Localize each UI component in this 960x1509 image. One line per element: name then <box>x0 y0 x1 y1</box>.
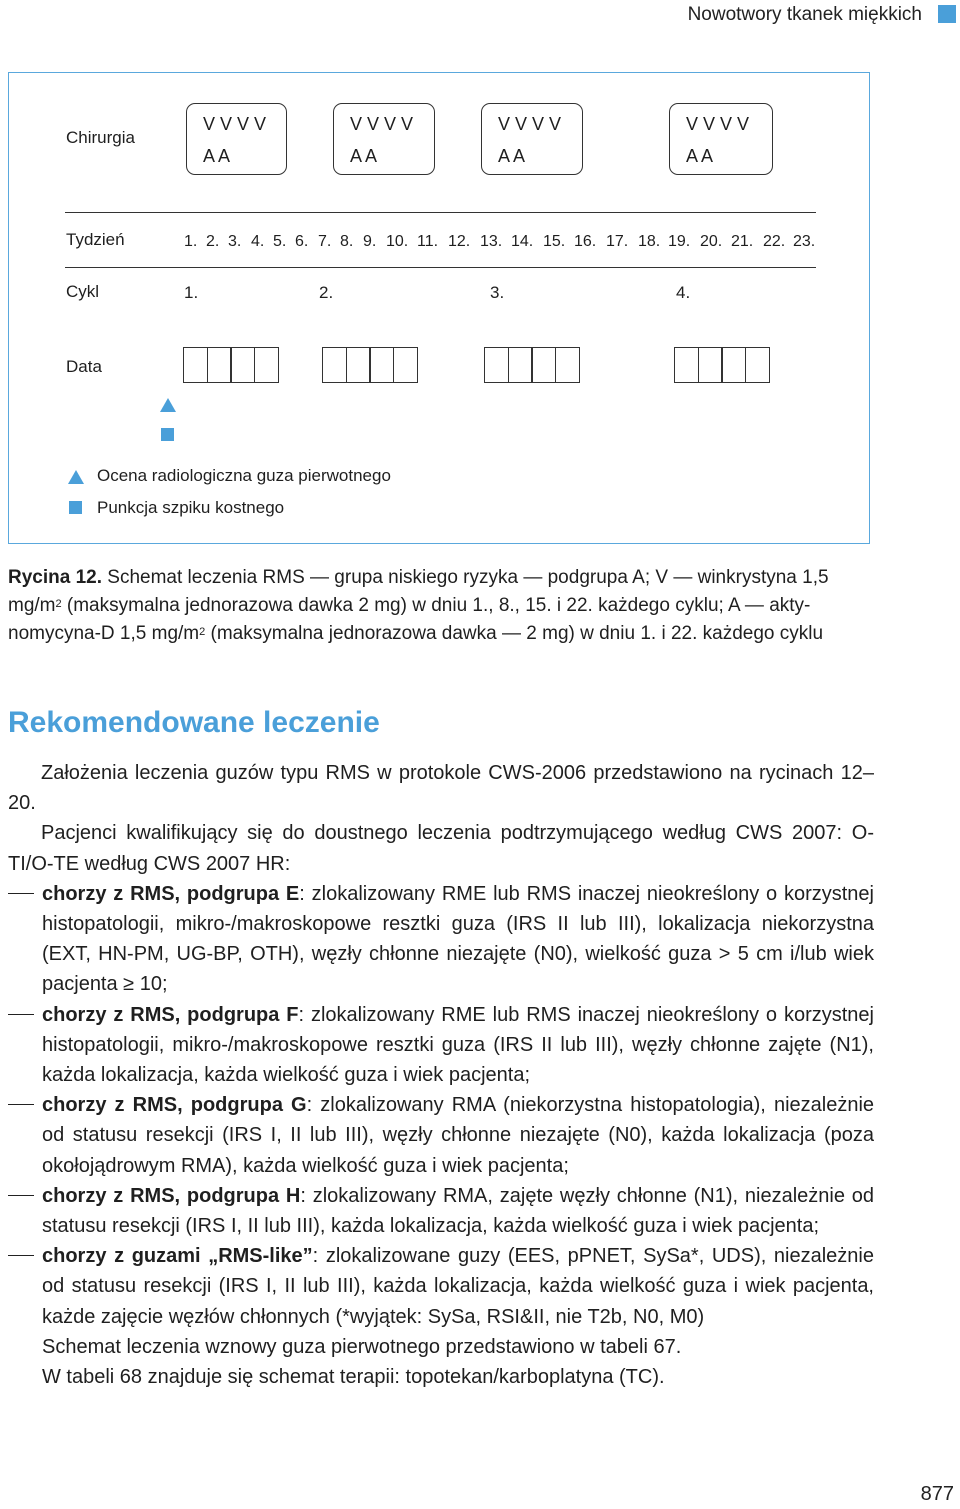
list-item <box>8 1241 874 1332</box>
date-cell <box>555 347 580 383</box>
date-cell <box>484 347 509 383</box>
week-number: 5. <box>273 233 287 250</box>
rule-bottom <box>65 267 816 268</box>
date-cell <box>531 347 556 383</box>
week-number: 15. <box>543 233 566 250</box>
week-number: 10. <box>386 233 409 250</box>
week-number: 16. <box>574 233 597 250</box>
date-boxes-cycle-3 <box>484 347 580 383</box>
running-header: Nowotwory tkanek miękkich <box>687 4 922 25</box>
dash-bullet <box>8 1195 34 1196</box>
week-row <box>9 233 869 255</box>
week-number: 17. <box>606 233 629 250</box>
vincristine-marks: V V V V <box>350 114 414 134</box>
cycle-box-1 <box>186 103 287 175</box>
date-cell <box>322 347 347 383</box>
date-boxes-cycle-2 <box>322 347 418 383</box>
list-item-text: : zlokalizowany RMA, zajęte węzły chłonne (N1), niezależnie od statusu resekcji (IRS I, II lub III), każda lokalizacja, każda wielkość guza i wiek pacjenta; <box>42 1184 875 1238</box>
date-cell <box>183 347 208 383</box>
list-item-title: chorzy z RMS, podgrupa E <box>42 882 300 905</box>
cycle-box-2 <box>333 103 435 175</box>
date-cell <box>698 347 723 383</box>
cycle-box-3 <box>481 103 583 175</box>
week-number: 7. <box>318 233 332 250</box>
list-item <box>8 879 874 1000</box>
list-item-text: : zlokalizowany RMA (niekorzystna histopatologia), niezależnie od statusu resekcji (IRS I, II lub III), węzły chłonne niezajęte (N0), każda lokalizacja (poza okołojądrowym RMA), każda wielkość guza i wiek pacjenta; <box>42 1094 875 1177</box>
legend-radiology: Ocena radiologiczna guza pierwotnego <box>97 466 391 485</box>
actinomycin-marks: A A <box>498 146 526 166</box>
page-number: 877 <box>920 1483 954 1505</box>
caption-superscript: 2 <box>199 626 206 638</box>
cycle-number: 3. <box>490 283 505 302</box>
list-item <box>8 1000 874 1091</box>
cycle-number: 2. <box>319 283 334 302</box>
week-number: 6. <box>295 233 309 250</box>
week-number: 8. <box>340 233 354 250</box>
caption-superscript: 2 <box>55 598 62 610</box>
caption-text: (maksymalna jednorazowa dawka — 2 mg) w dniu 1. i 22. każdego cyklu <box>205 623 824 644</box>
date-cell <box>393 347 418 383</box>
list-item-title: chorzy z guzami „RMS-like” <box>42 1245 313 1268</box>
list-item <box>8 1090 874 1181</box>
date-cell <box>674 347 699 383</box>
week-number: 12. <box>448 233 471 250</box>
date-cell <box>745 347 770 383</box>
dash-bullet <box>8 893 34 894</box>
square-marker-icon <box>161 428 174 441</box>
cycle-number: 1. <box>184 283 199 302</box>
date-cell <box>254 347 279 383</box>
date-cell <box>207 347 232 383</box>
paragraph: W tabeli 68 znajduje się schemat terapii: topotekan/karboplatyna (TC). <box>42 1366 665 1389</box>
list-item-title: chorzy z RMS, podgrupa H <box>42 1184 301 1207</box>
label-date: Data <box>66 357 102 376</box>
week-number: 3. <box>228 233 242 250</box>
cycle-box-4 <box>669 103 773 175</box>
list-item <box>8 1181 874 1241</box>
date-cell <box>721 347 746 383</box>
vincristine-marks: V V V V <box>498 114 562 134</box>
week-number: 9. <box>363 233 377 250</box>
cycle-number: 4. <box>676 283 691 302</box>
week-number: 2. <box>206 233 220 250</box>
week-number: 23. <box>793 233 816 250</box>
paragraph: Pacjenci kwalifikujący się do doustnego leczenia podtrzymującego według CWS 2007: O-TI/O-TE według CWS 2007 HR: <box>8 822 874 875</box>
triangle-marker-icon <box>160 398 176 412</box>
week-number: 19. <box>668 233 691 250</box>
week-number: 4. <box>251 233 265 250</box>
actinomycin-marks: A A <box>350 146 378 166</box>
label-week: Tydzień <box>66 230 125 249</box>
list-item-text: : zlokalizowany RME lub RMS inaczej nieokreślony o korzystnej histopatologii, mikro-/makroskopowe resztki guza (IRS II lub III), lokalizacja niekorzystna (EXT, HN-PM, UG-BP, OTH), węzły chłonne niezajęte (N0), wielkość guza > 5 cm i/lub wiek pacjenta ≥ 10; <box>42 882 874 996</box>
vincristine-marks: V V V V <box>203 114 267 134</box>
date-cell <box>508 347 533 383</box>
week-number: 21. <box>731 233 754 250</box>
week-number: 1. <box>184 233 198 250</box>
legend-triangle-icon <box>68 470 84 484</box>
paragraph: Schemat leczenia wznowy guza pierwotnego przedstawiono w tabeli 67. <box>42 1335 682 1358</box>
week-number: 18. <box>638 233 661 250</box>
body-text <box>8 758 874 1392</box>
list-item-title: chorzy z RMS, podgrupa F <box>42 1003 299 1026</box>
week-number: 20. <box>700 233 723 250</box>
list-item-text: : zlokalizowany RME lub RMS inaczej nieokreślony o korzystnej histopatologii, mikro-/makroskopowe resztki guza (IRS II lub III), węzły chłonne zajęte (N1), każda lokalizacja, każda wielkość guza i wiek pacjenta; <box>42 1003 874 1087</box>
list-item-title: chorzy z RMS, podgrupa G <box>42 1094 307 1117</box>
dash-bullet <box>8 1104 34 1105</box>
date-cell <box>346 347 371 383</box>
label-cycle: Cykl <box>66 282 100 301</box>
actinomycin-marks: A A <box>203 146 231 166</box>
figure-caption <box>8 564 874 648</box>
legend-square-icon <box>69 501 82 514</box>
week-number: 14. <box>511 233 534 250</box>
list-item-text: : zlokalizowane guzy (EES, pPNET, SySa*, UDS), niezależnie od statusu resekcji (IRS I, II lub III), każda lokalizacja, każda wielkość guza i wiek pacjenta, każde zajęcie węzłów chłonnych (*wyjątek: SySa, RSI&II, nie T2b, N0, M0) <box>42 1245 874 1328</box>
section-title: Rekomendowane leczenie <box>8 706 380 739</box>
week-number: 22. <box>763 233 786 250</box>
date-cell <box>369 347 394 383</box>
rule-top <box>65 212 816 213</box>
week-number: 11. <box>417 233 439 250</box>
header-square-icon <box>938 5 956 23</box>
date-boxes-cycle-1 <box>183 347 279 383</box>
label-surgery: Chirurgia <box>66 128 135 147</box>
actinomycin-marks: A A <box>686 146 714 166</box>
caption-text: (maksymalna jednorazowa dawka 2 mg) w dniu 1., 8., 15. i 22. każdego cyklu; A — aktynomycyna-D 1,5 mg/m <box>8 595 811 644</box>
date-boxes-cycle-4 <box>674 347 770 383</box>
caption-label: Rycina 12. <box>8 567 102 588</box>
date-cell <box>230 347 255 383</box>
paragraph: Założenia leczenia guzów typu RMS w protokole CWS-2006 przedstawiono na rycinach 12–20. <box>8 762 874 815</box>
caption-text: Schemat leczenia RMS — grupa niskiego ryzyka — podgrupa A; V — winkrystyna 1,5 mg/m <box>8 567 829 616</box>
dash-bullet <box>8 1255 34 1256</box>
dash-bullet <box>8 1014 34 1015</box>
legend-bone-marrow: Punkcja szpiku kostnego <box>97 498 285 517</box>
week-number: 13. <box>480 233 503 250</box>
vincristine-marks: V V V V <box>686 114 750 134</box>
